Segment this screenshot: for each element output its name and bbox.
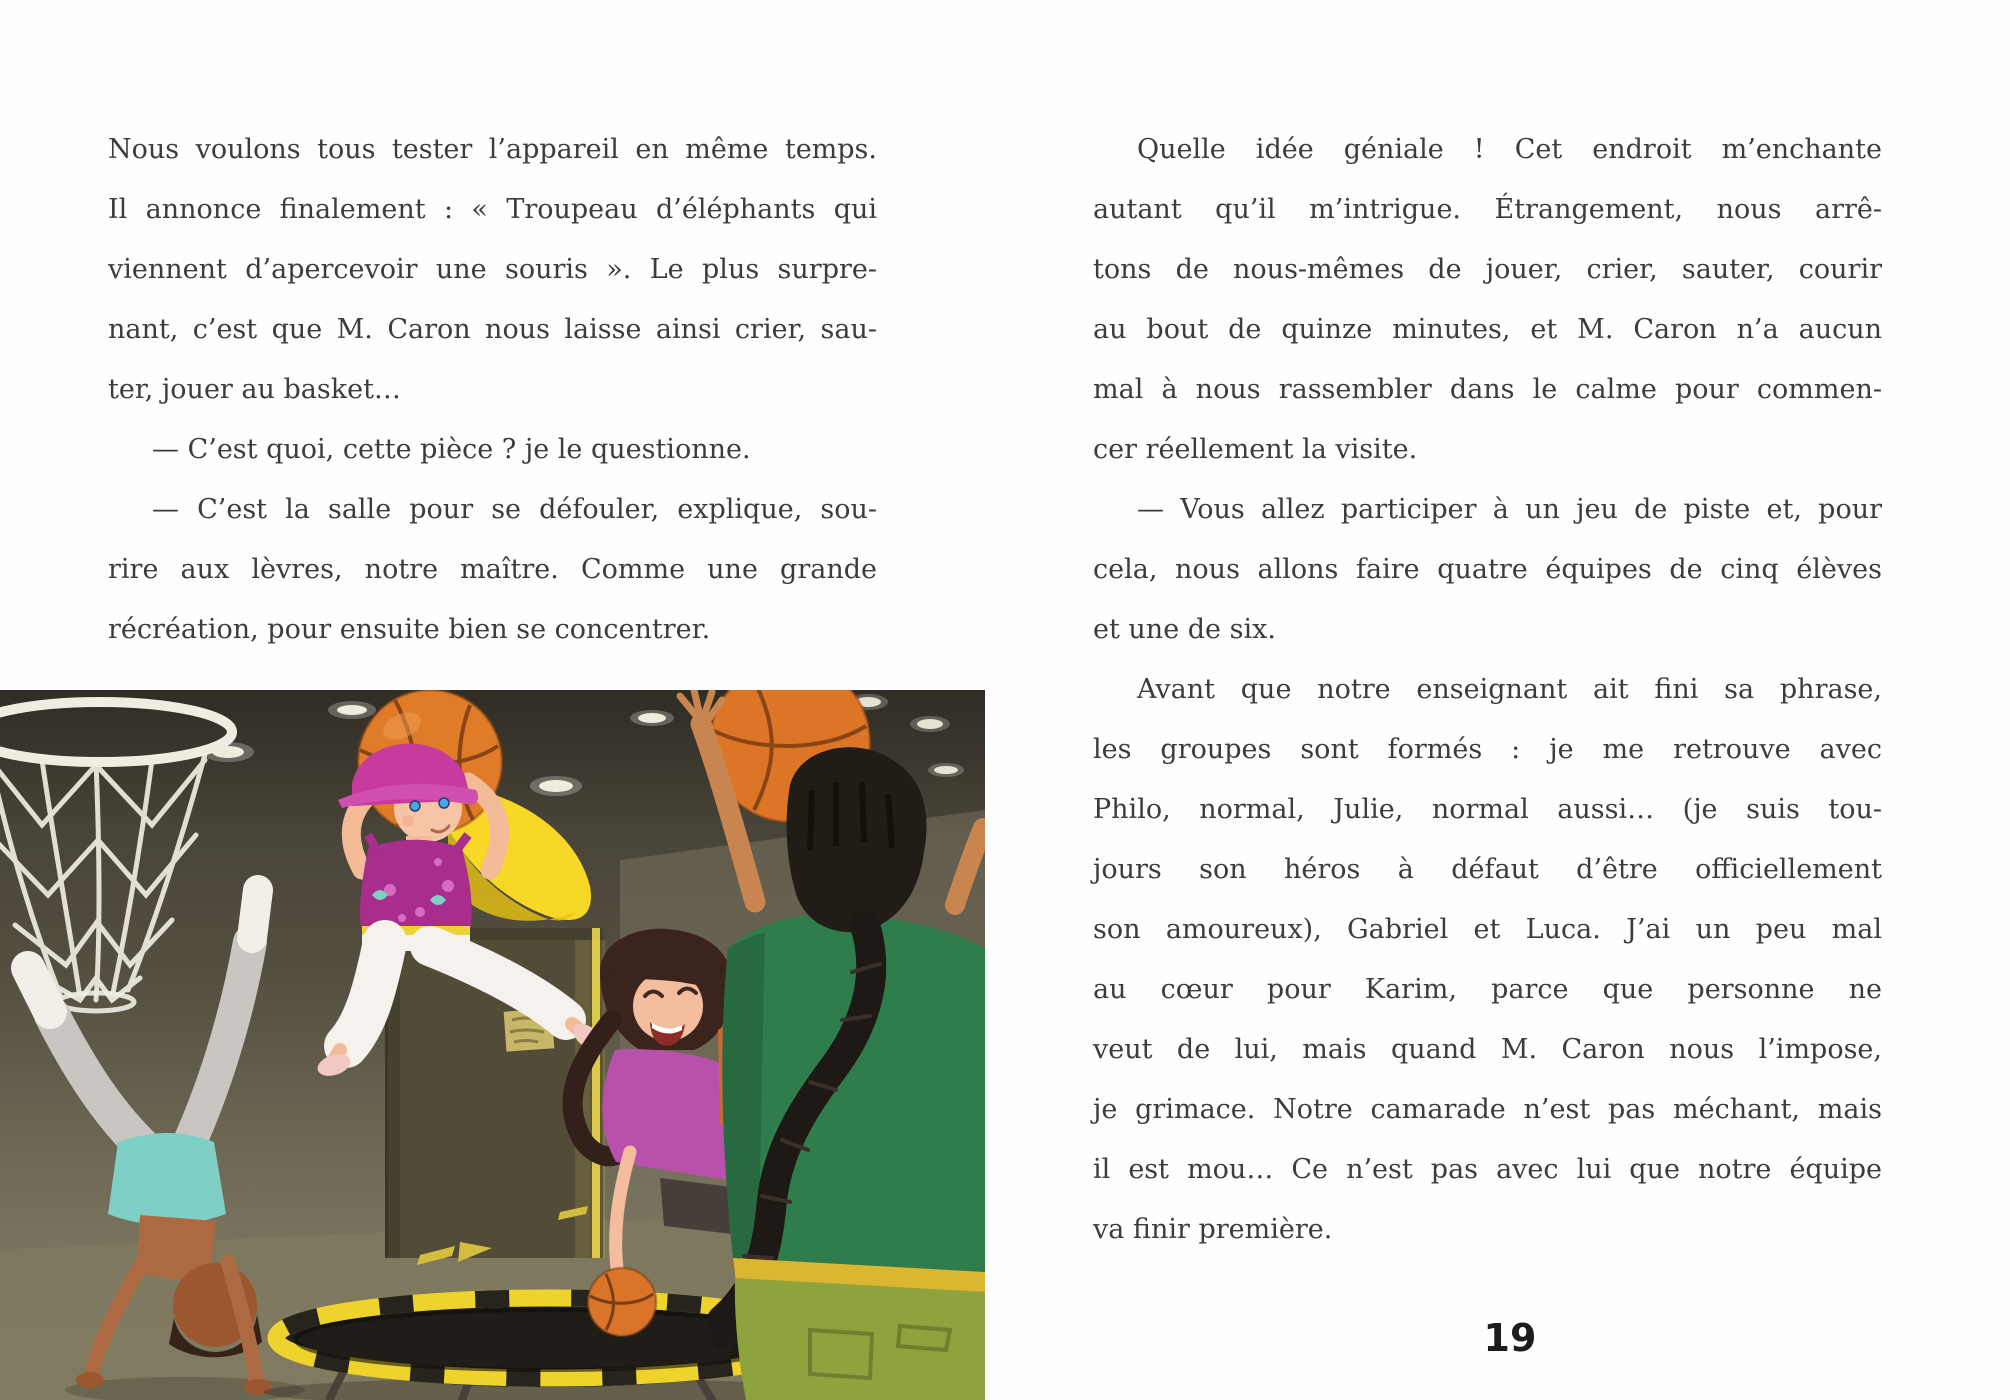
text-line: cer réellement la visite. — [1093, 434, 1418, 465]
text-line: viennent d’apercevoir une souris ». Le plus surpre- — [108, 254, 877, 285]
text-line: et une de six. — [1093, 614, 1276, 645]
text-line: son amoureux), Gabriel et Luca. J’ai un peu mal — [1093, 914, 1882, 945]
small-basketball-icon — [588, 1268, 656, 1336]
text-line: veut de lui, mais quand M. Caron nous l’impose, — [1093, 1034, 1882, 1065]
text-line: au cœur pour Karim, parce que personne ne — [1093, 974, 1882, 1005]
text-line: il est mou… Ce n’est pas avec lui que notre équipe — [1093, 1154, 1882, 1185]
gym-illustration — [0, 690, 985, 1400]
text-line: Avant que notre enseignant ait fini sa phrase, — [1137, 674, 1882, 705]
right-page-text — [1093, 120, 1882, 1260]
page-number: 19 — [1483, 1316, 1537, 1360]
text-line: ter, jouer au basket… — [108, 374, 401, 405]
text-line: Quelle idée géniale ! Cet endroit m’enchante — [1137, 134, 1882, 165]
text-line: je grimace. Notre camarade n’est pas méchant, mais — [1093, 1094, 1882, 1125]
text-line: autant qu’il m’intrigue. Étrangement, nous arrê- — [1093, 194, 1882, 225]
gym-illustration-svg — [0, 690, 985, 1400]
text-line: les groupes sont formés : je me retrouve avec — [1093, 734, 1882, 765]
text-line: — Vous allez participer à un jeu de piste et, pour — [1137, 494, 1882, 525]
left-page-text — [108, 120, 877, 660]
text-line: au bout de quinze minutes, et M. Caron n’a aucun — [1093, 314, 1882, 345]
text-line: Il annonce finalement : « Troupeau d’éléphants qui — [108, 194, 877, 225]
text-line: récréation, pour ensuite bien se concentrer. — [108, 614, 711, 645]
text-line: va finir première. — [1093, 1214, 1333, 1245]
text-line: mal à nous rassembler dans le calme pour commen- — [1093, 374, 1882, 405]
text-line: — C’est quoi, cette pièce ? je le questionne. — [152, 434, 751, 465]
text-line: tons de nous-mêmes de jouer, crier, sauter, courir — [1093, 254, 1882, 285]
text-line: jours son héros à défaut d’être officiellement — [1093, 854, 1882, 885]
text-line: — C’est la salle pour se défouler, explique, sou- — [152, 494, 877, 525]
text-line: Philo, normal, Julie, normal aussi… (je suis tou- — [1093, 794, 1882, 825]
text-line: cela, nous allons faire quatre équipes de cinq élèves — [1093, 554, 1882, 585]
text-line: nant, c’est que M. Caron nous laisse ainsi crier, sau- — [108, 314, 877, 345]
text-line: rire aux lèvres, notre maître. Comme une grande — [108, 554, 877, 585]
text-line: Nous voulons tous tester l’appareil en même temps. — [108, 134, 877, 165]
